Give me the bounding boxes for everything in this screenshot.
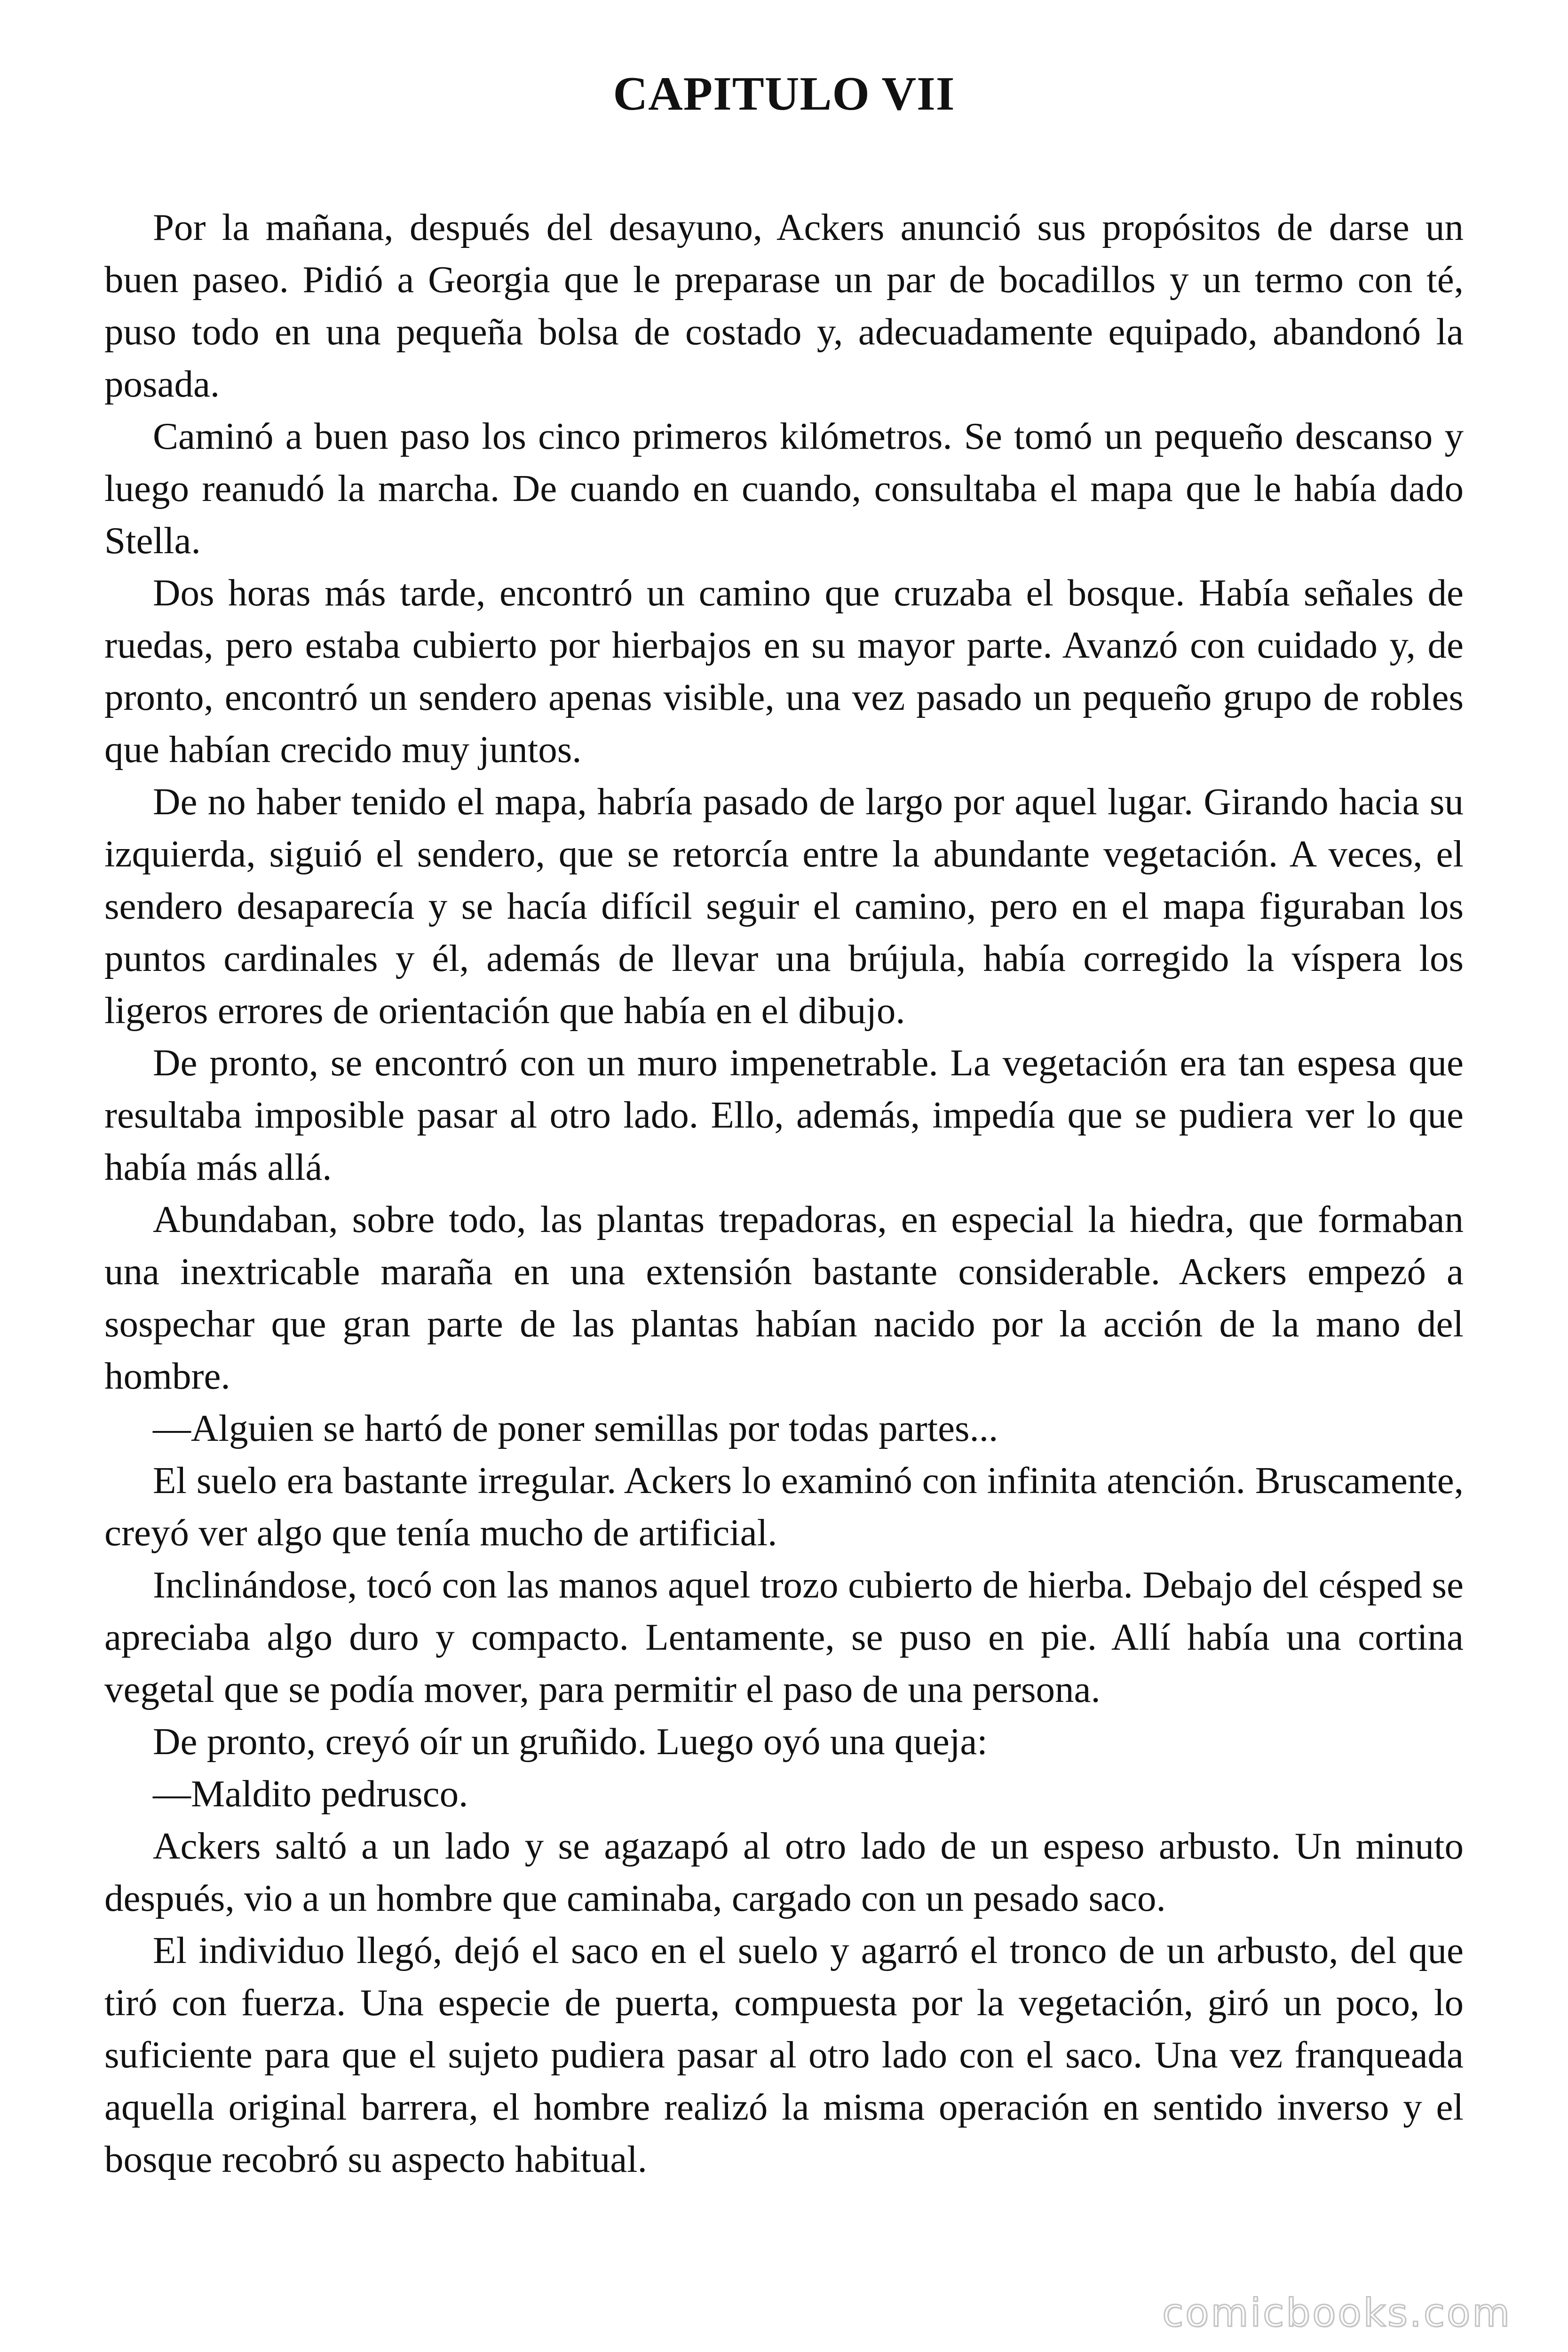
paragraph: Abundaban, sobre todo, las plantas trepadoras, en especial la hiedra, que formaban una inextricable maraña en una extensión bastante considerable. Ackers empezó a sospechar que gran parte de las plantas habían nacido por la acción de la mano del hombre. [104,1198,1464,1397]
chapter-title: CAPITULO VII [613,67,955,120]
paragraph: Por la mañana, después del desayuno, Ackers anunció sus propósitos de darse un buen paseo. Pidió a Georgia que le preparase un par de bocadillos y un termo con té, puso todo en una pequeña bolsa de costado y, adecuadamente equipado, abandonó la posada. [104,206,1464,405]
paragraph: Ackers saltó a un lado y se agazapó al otro lado de un espeso arbusto. Un minuto después, vio a un hombre que caminaba, cargado con un pesado saco. [104,1825,1464,1919]
watermark: comicbooks.com [1162,2291,1512,2336]
paragraph: —Alguien se hartó de poner semillas por todas partes... [153,1407,998,1449]
paragraph: De no haber tenido el mapa, habría pasado de largo por aquel lugar. Girando hacia su izquierda, siguió el sendero, que se retorcía entre la abundante vegetación. A veces, el sendero desaparecía y se hacía difícil seguir el camino, pero en el mapa figuraban los puntos cardinales y él, además de llevar una brújula, había corregido la víspera los ligeros errores de orientación que había en el dibujo. [104,780,1464,1032]
paragraph: El individuo llegó, dejó el saco en el suelo y agarró el tronco de un arbusto, del que tiró con fuerza. Una especie de puerta, compuesta por la vegetación, giró un poco, lo suficiente para que el sujeto pudiera pasar al otro lado con el saco. Una vez franqueada aquella original barrera, el hombre realizó la misma operación en sentido inverso y el bosque recobró su aspecto habitual. [104,1929,1464,2180]
chapter-body [104,201,1464,2185]
paragraph: —Maldito pedrusco. [153,1772,468,1815]
paragraph: Inclinándose, tocó con las manos aquel trozo cubierto de hierba. Debajo del césped se apreciaba algo duro y compacto. Lentamente, se puso en pie. Allí había una cortina vegetal que se podía mover, para permitir el paso de una persona. [104,1564,1464,1710]
paragraph: Caminó a buen paso los cinco primeros kilómetros. Se tomó un pequeño descanso y luego reanudó la marcha. De cuando en cuando, consultaba el mapa que le había dado Stella. [104,415,1464,562]
paragraph: El suelo era bastante irregular. Ackers lo examinó con infinita atención. Bruscamente, creyó ver algo que tenía mucho de artificial. [104,1459,1464,1554]
paragraph: De pronto, se encontró con un muro impenetrable. La vegetación era tan espesa que resultaba imposible pasar al otro lado. Ello, además, impedía que se pudiera ver lo que había más allá. [104,1041,1464,1188]
paragraph: Dos horas más tarde, encontró un camino que cruzaba el bosque. Había señales de ruedas, pero estaba cubierto por hierbajos en su mayor parte. Avanzó con cuidado y, de pronto, encontró un sendero apenas visible, una vez pasado un pequeño grupo de robles que habían crecido muy juntos. [104,572,1464,771]
paragraph: De pronto, creyó oír un gruñido. Luego oyó una queja: [153,1720,988,1763]
